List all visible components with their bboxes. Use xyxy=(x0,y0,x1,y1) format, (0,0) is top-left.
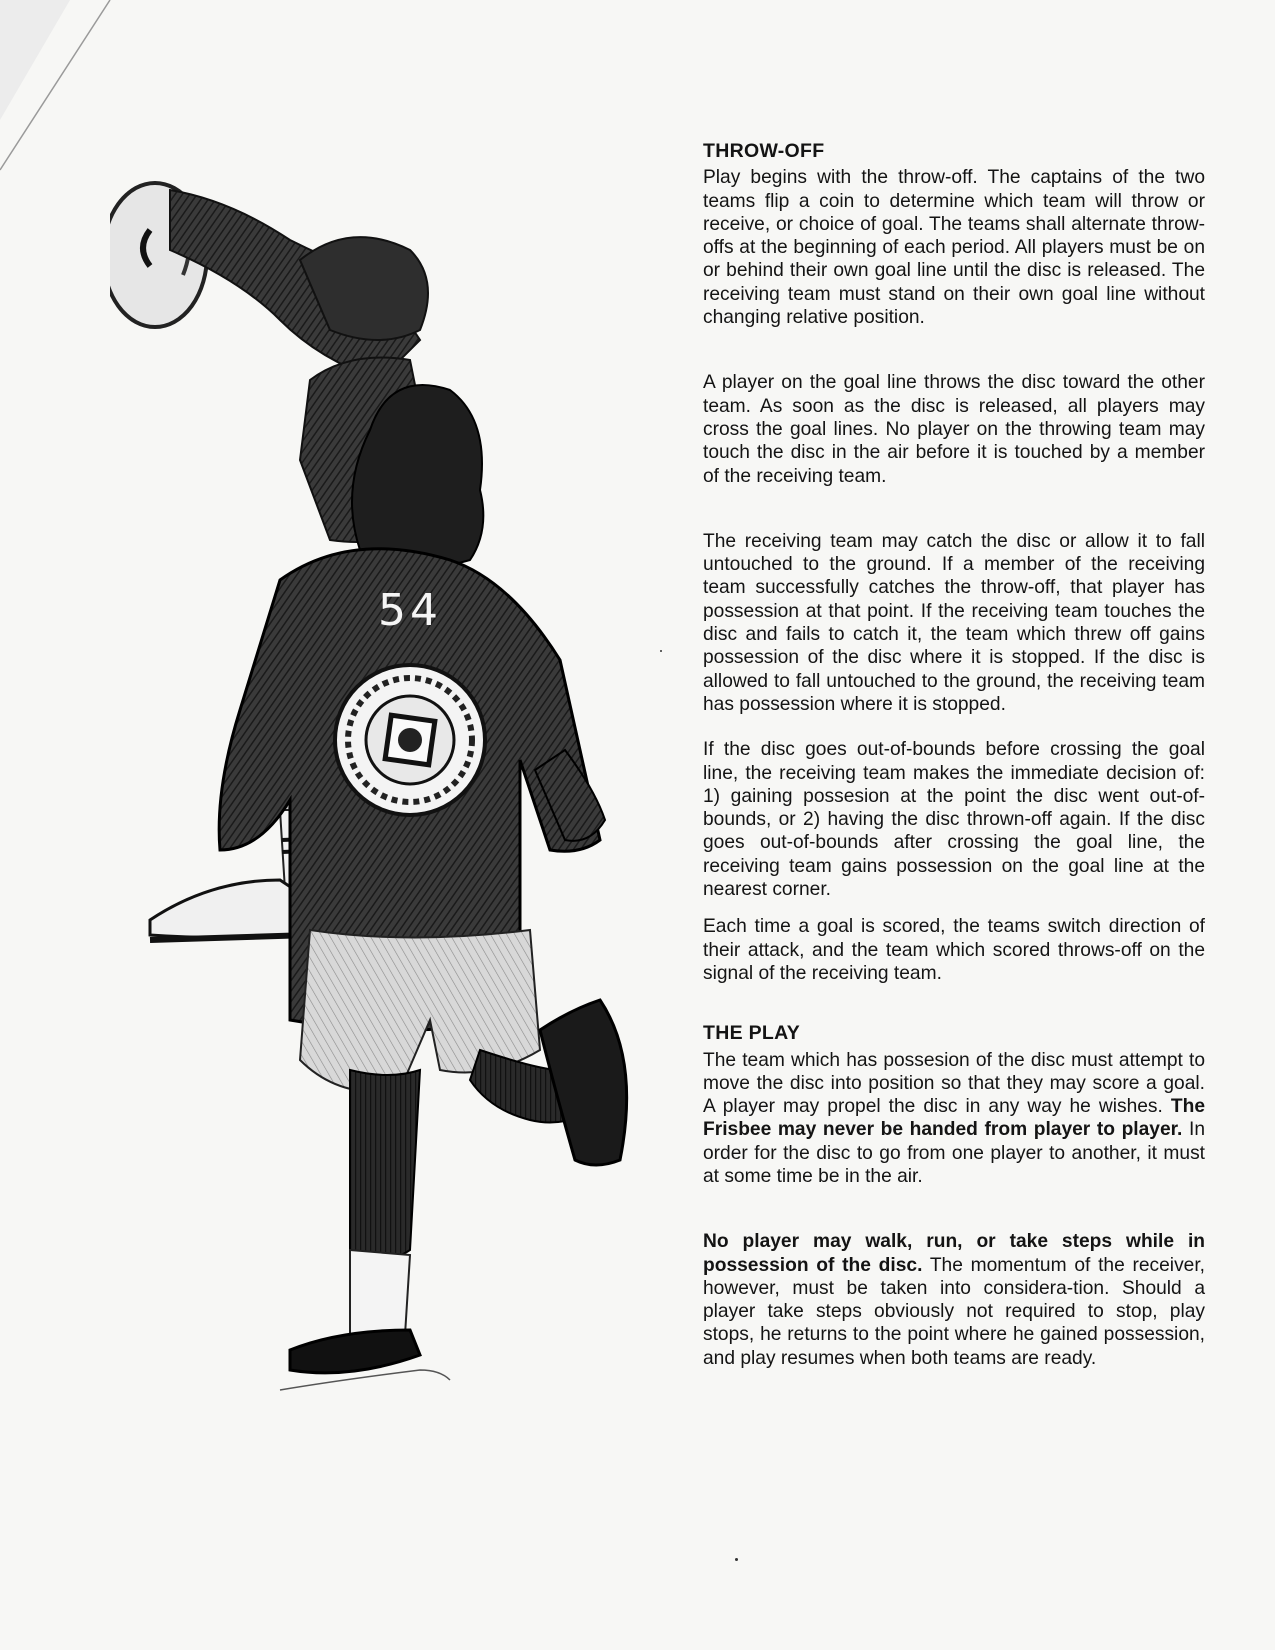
the-play-paragraph-1 xyxy=(703,1049,1205,1189)
frisbee-players-illustration xyxy=(110,150,690,1530)
throw-off-heading: THROW-OFF xyxy=(703,140,825,162)
the-play-p1-bold: The Frisbee may never be handed from player to player. xyxy=(703,1096,1205,1141)
print-speck xyxy=(660,650,662,652)
throw-off-paragraph-1: Play begins with the throw-off. The captains of the two teams flip a coin to determine which team will throw or receive, or choice of goal. The teams shall alternate throw-offs at the beginning of each period. All players must be on or behind their own goal line until the disc is released. The receiving team must stand on their own goal line without changing relative position. xyxy=(703,167,1205,329)
rules-text-column xyxy=(703,140,1205,1370)
throw-off-paragraph-2: A player on the goal line throws the disc toward the other team. As soon as the disc is released, all players may cross the goal lines. No player on the throwing team may touch the disc in the air before it is touched by a member of the receiving team. xyxy=(703,372,1205,487)
jersey-number: 54 xyxy=(378,585,442,636)
the-play-p2-bold: No player may walk, run, or take steps while in possession of the disc. xyxy=(703,1231,1205,1276)
throw-off-paragraph-5: Each time a goal is scored, the teams switch direction of their attack, and the team which scored throws-off on the signal of the receiving team. xyxy=(703,916,1205,984)
throw-off-paragraph-4: If the disc goes out-of-bounds before crossing the goal line, the receiving team makes the immediate decision of: 1) gaining possesion at the point the disc went out-of-bounds, or 2) having the disc thrown-off again. If the disc goes out-of-bounds after crossing the goal line, the receiving team gains possession on the goal line at the nearest corner. xyxy=(703,739,1205,901)
the-play-heading: THE PLAY xyxy=(703,1022,801,1045)
the-play-p1-end: In order for the disc to go from one player to another, it must at some time be in the air. xyxy=(703,1119,1205,1187)
throw-off-paragraph-3: The receiving team may catch the disc or allow it to fall untouched to the ground. If a member of the receiving team successfully catches the throw-off, that player has possession at that point. If the receiving team touches the disc and fails to catch it, the team which threw off gains possession of the disc where it is stopped. If the disc is allowed to fall untouched to the ground, the receiving team has possession where it is stopped. xyxy=(703,530,1205,715)
the-play-p2-end: The momentum of the receiver, however, must be taken into considera-tion. Should a player take steps obviously not required to stop, play stops, he returns to the point where he gained possession, and play resumes when both teams are ready. xyxy=(703,1254,1205,1369)
the-play-p1-text: The team which has possesion of the disc must attempt to move the disc into position so that they may score a goal. A player may propel the disc in any way he wishes. xyxy=(703,1049,1205,1118)
print-speck xyxy=(735,1558,738,1561)
the-play-paragraph-2 xyxy=(703,1230,1205,1370)
